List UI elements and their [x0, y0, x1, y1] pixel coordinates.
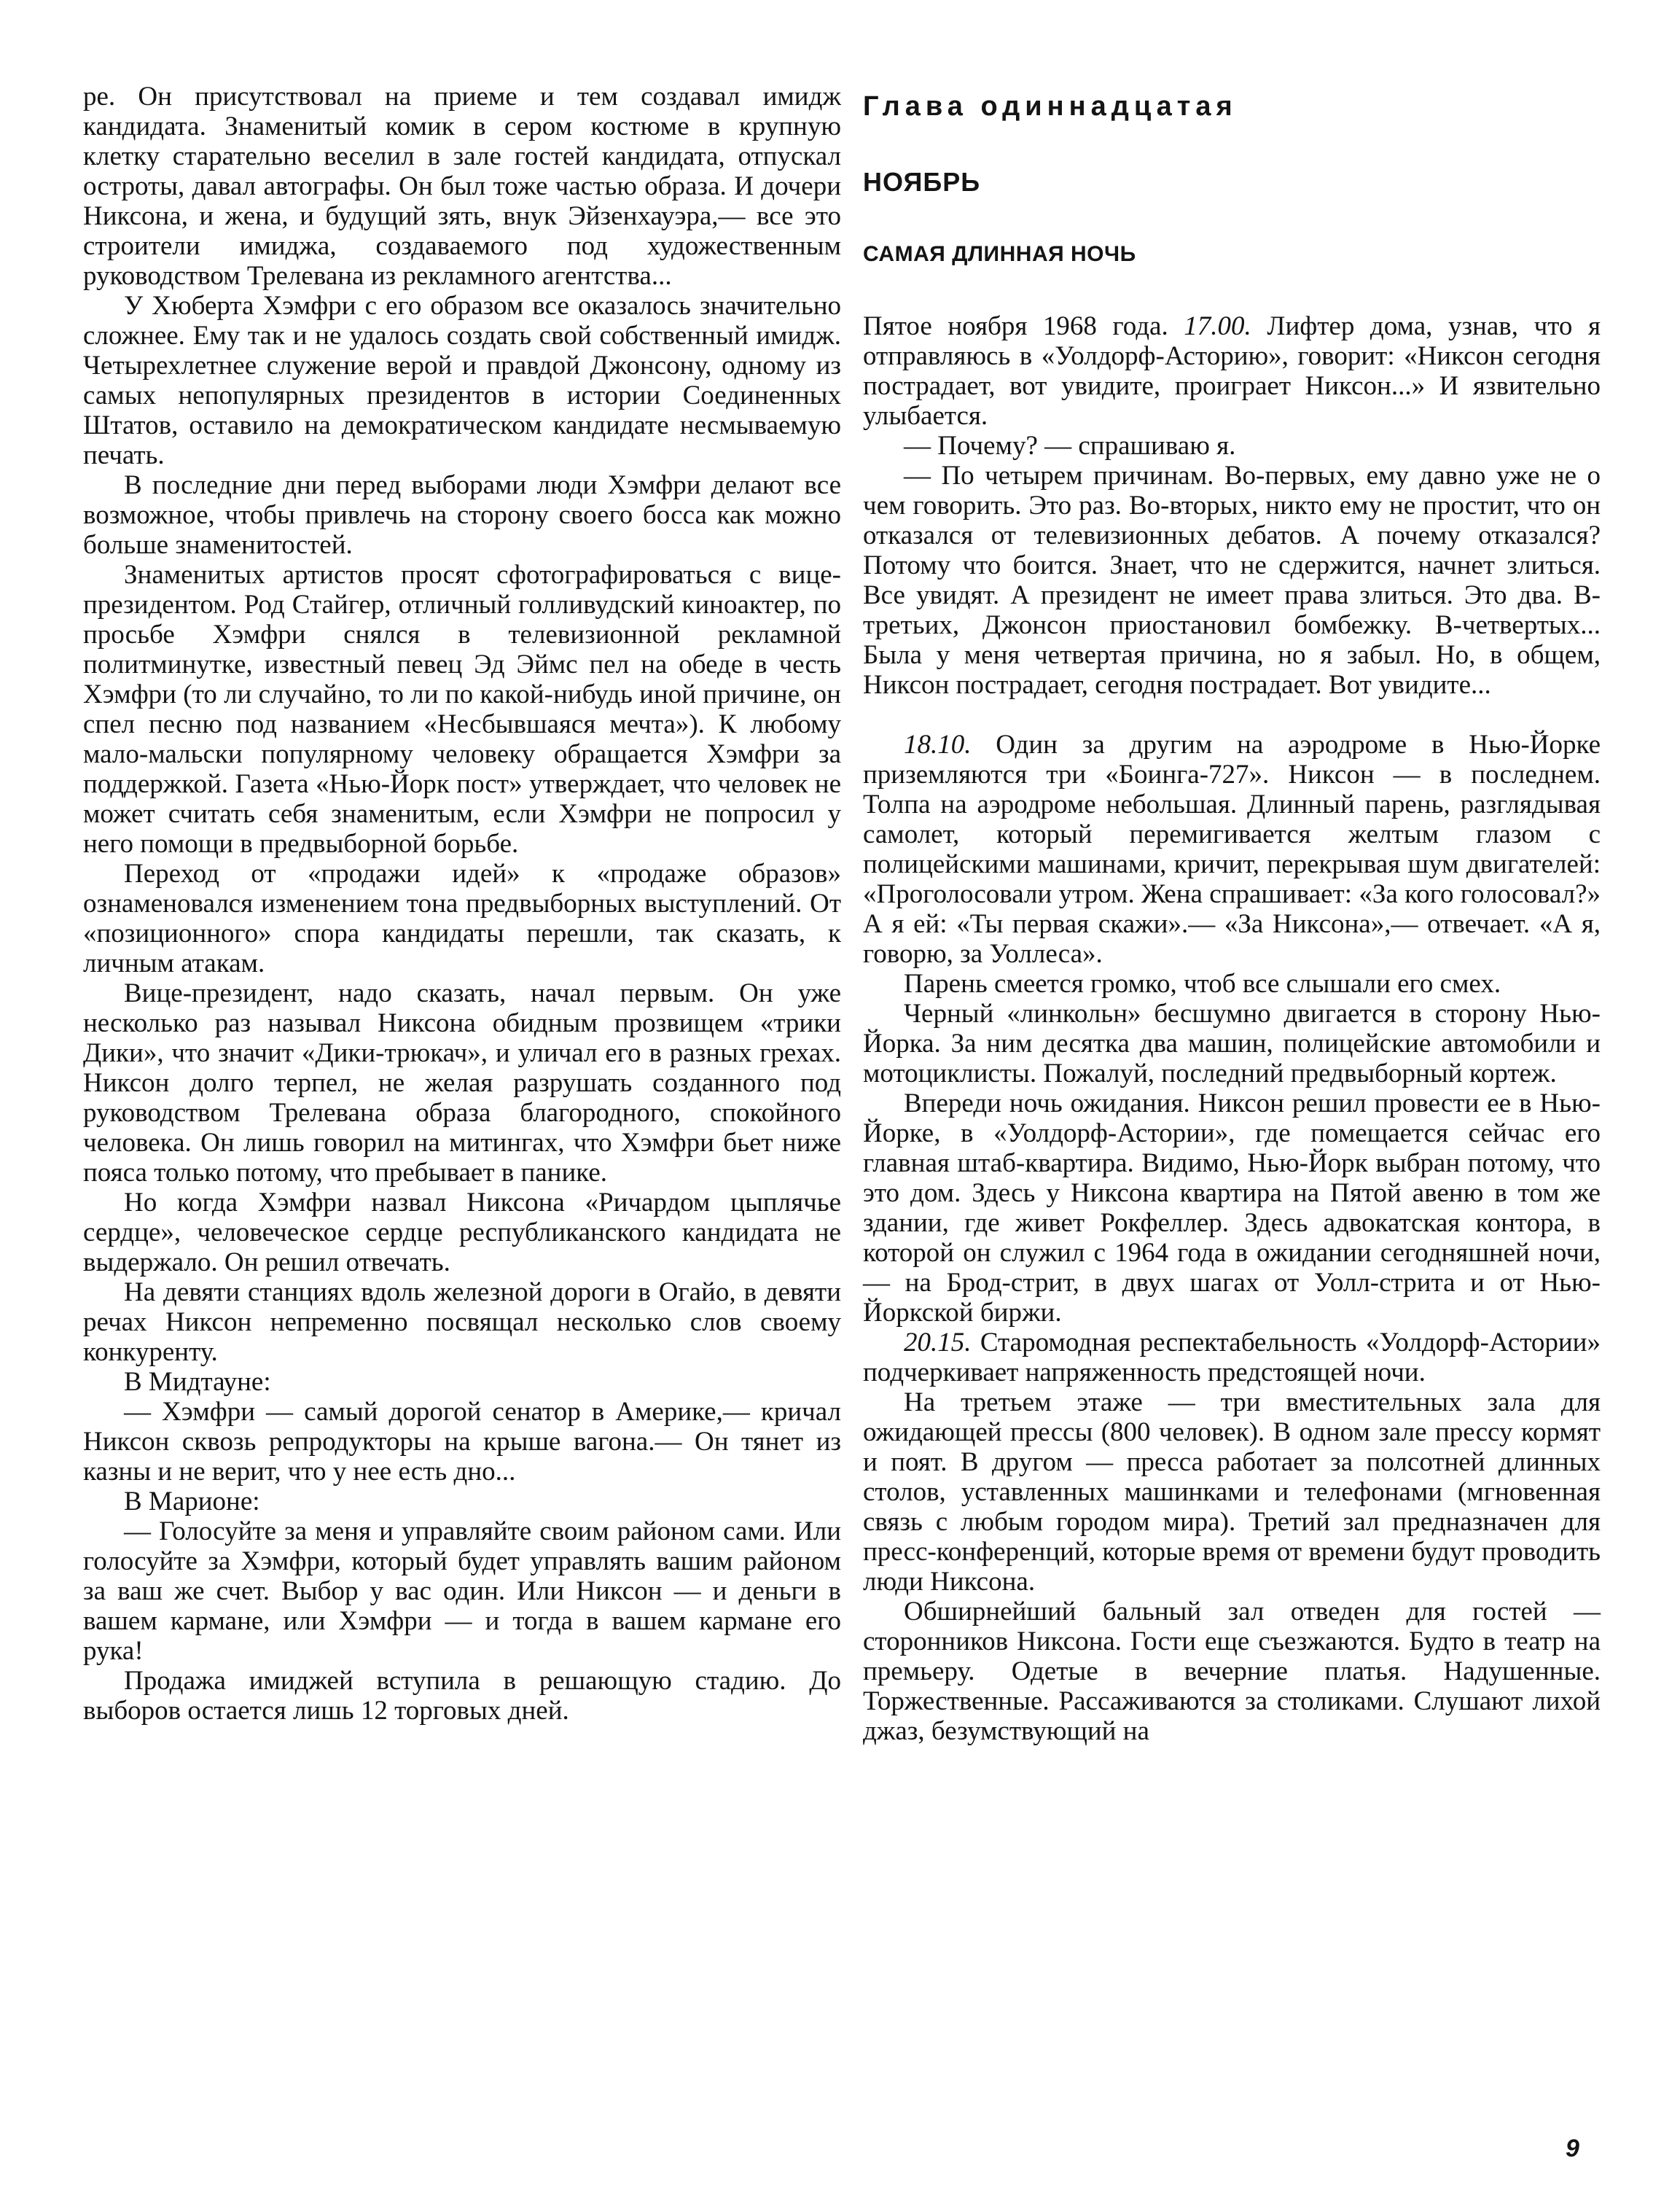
paragraph: На девяти станциях вдоль железной дороги в Огайо, в девяти речах Никсон непременно посвящал несколько слов своему конкуренту.: [83, 1277, 841, 1367]
paragraph: — Хэмфри — самый дорогой сенатор в Америке,— кричал Никсон сквозь репродукторы на крыше вагона.— Он тянет из казны и не верит, что у нее есть дно...: [83, 1397, 841, 1487]
paragraph: Продажа имиджей вступила в решающую стадию. До выборов остается лишь 12 торговых дней.: [83, 1666, 841, 1726]
time-stamp: 20.15.: [904, 1328, 972, 1357]
paragraph: 20.15. Старомодная респектабельность «Уолдорф-Астории» подчеркивает напряженность предстоящей ночи.: [863, 1328, 1601, 1387]
lead-text: Лифтер дома, узнав, что я отправляюсь в «Уолдорф-Асторию», говорит: «Никсон сегодня пострадает, вот увидите, проиграет Никсон...» И язвительно улыбается.: [863, 311, 1601, 431]
left-column: [83, 82, 841, 1726]
paragraph: — По четырем причинам. Во-первых, ему давно уже не о чем говорить. Это раз. Во-вторых, никто ему не простит, что он отказался от телевизионных дебатов. А почему отказался? Потому что боится. Знает, что не сдержится, начнет злиться. Все увидят. А президент не имеет права злиться. Это два. В-третьих, Джонсон приостановил бомбежку. В-четвертых... Была у меня четвертая причина, но я забыл. Но, в общем, Никсон пострадает, сегодня пострадает. Вот увидите...: [863, 461, 1601, 700]
paragraph: Обширнейший бальный зал отведен для гостей — сторонников Никсона. Гости еще съезжаются. Будто в театр на премьеру. Одетые в вечерние платья. Надушенные. Торжественные. Рассаживаются за столиками. Слушают лихой джаз, безумствующий на: [863, 1597, 1601, 1746]
paragraph: Знаменитых артистов просят сфотографироваться с вице-президентом. Род Стайгер, отличный голливудский киноактер, по просьбе Хэмфри снялся в телевизионной рекламной политминутке, известный певец Эд Эймс пел на обеде в честь Хэмфри (то ли случайно, то ли по какой-нибудь иной причине, он спел песню под названием «Несбывшаяся мечта»). К любому мало-мальски популярному человеку обращается Хэмфри за поддержкой. Газета «Нью-Йорк пост» утверждает, что человек не может считать себя знаменитым, если Хэмфри не попросил у него помощи в предвыборной борьбе.: [83, 560, 841, 859]
section-heading: НОЯБРЬ: [863, 167, 981, 197]
paragraph: В Мидтауне:: [124, 1367, 271, 1397]
paragraph: ре. Он присутствовал на приеме и тем создавал имидж кандидата. Знаменитый комик в сером костюме в крупную клетку старательно веселил в зале гостей кандидата, отпускал остроты, давал автографы. Он был тоже частью образа. И дочери Никсона, и жена, и будущий зять, внук Эйзенхауэра,— все это строители имиджа, создаваемого под художественным руководством Трелевана из рекламного агентства...: [83, 82, 841, 291]
chapter-heading: Глава одиннадцатая: [863, 91, 1238, 122]
time-stamp: 17.00.: [1184, 311, 1251, 341]
paragraph: Переход от «продажи идей» к «продаже образов» ознаменовался изменением тона предвыборных выступлений. От «позиционного» спора кандидаты перешли, так сказать, к личным атакам.: [83, 859, 841, 978]
lead-paragraph: [863, 311, 1601, 431]
paragraph: Вице-президент, надо сказать, начал первым. Он уже несколько раз называл Никсона обидным прозвищем «трики Дики», что значит «Дики-трюкач», и уличал его в разных грехах. Никсон долго терпел, не желая разрушать созданного под руководством Трелевана образа благородного, спокойного человека. Он лишь говорил на митингах, что Хэмфри бьет ниже пояса только потому, что пребывает в панике.: [83, 978, 841, 1188]
time-stamp: 18.10.: [904, 730, 972, 760]
paragraph: Парень смеется громко, чтоб все слышали его смех.: [904, 969, 1501, 999]
subsection-heading: САМАЯ ДЛИННАЯ НОЧЬ: [863, 242, 1136, 266]
paragraph: Впереди ночь ожидания. Никсон решил провести ее в Нью-Йорке, в «Уолдорф-Астории», где помещается сейчас его главная штаб-квартира. Видимо, Нью-Йорк выбран потому, что это дом. Здесь у Никсона квартира на Пятой авеню в том же здании, где живет Рокфеллер. Здесь адвокатская контора, в которой он служил с 1964 года в ожидании сегодняшней ночи,— на Брод-стрит, в двух шагах от Уолл-стрита и от Нью-Йоркской биржи.: [863, 1088, 1601, 1328]
paragraph: Черный «линкольн» бесшумно двигается в сторону Нью-Йорка. За ним десятка два машин, полицейские автомобили и мотоциклисты. Пожалуй, последний предвыборный кортеж.: [863, 999, 1601, 1088]
right-column: [863, 82, 1601, 1746]
lead-date: Пятое ноября 1968 года.: [863, 311, 1184, 341]
paragraph: — Голосуйте за меня и управляйте своим районом сами. Или голосуйте за Хэмфри, который будет управлять вашим районом за ваш же счет. Выбор у вас один. Или Никсон — и деньги в вашем кармане, или Хэмфри — и тогда в вашем кармане его рука!: [83, 1516, 841, 1666]
paragraph: У Хюберта Хэмфри с его образом все оказалось значительно сложнее. Ему так и не удалось создать свой собственный имидж. Четырехлетнее служение верой и правдой Джонсону, одному из самых непопулярных президентов в истории Соединенных Штатов, оставило на демократическом кандидате несмываемую печать.: [83, 291, 841, 470]
paragraph: На третьем этаже — три вместительных зала для ожидающей прессы (800 человек). В одном зале прессу кормят и поят. В другом — пресса работает за полсотней длинных столов, уставленных машинками и телефонами (мгновенная связь с любым городом мира). Третий зал предназначен для пресс-конференций, которые время от времени будут проводить люди Никсона.: [863, 1387, 1601, 1597]
paragraph: В последние дни перед выборами люди Хэмфри делают все возможное, чтобы привлечь на сторону своего босса как можно больше знаменитостей.: [83, 470, 841, 560]
page-number: 9: [1566, 2135, 1579, 2162]
paragraph: — Почему? — спрашиваю я.: [904, 431, 1236, 461]
paragraph: 18.10. Один за другим на аэродроме в Нью-Йорке приземляются три «Боинга-727». Никсон — в последнем. Толпа на аэродроме небольшая. Длинный парень, разглядывая самолет, который перемигивается желтым глазом с полицейскими машинами, кричит, перекрывая шум двигателей: «Проголосовали утром. Жена спрашивает: «За кого голосовал?» А я ей: «Ты первая скажи».— «За Никсона»,— отвечает. «А я, говорю, за Уоллеса».: [863, 730, 1601, 969]
paragraph: Но когда Хэмфри назвал Никсона «Ричардом цыплячье сердце», человеческое сердце республиканского кандидата не выдержало. Он решил отвечать.: [83, 1188, 841, 1277]
paragraph: В Марионе:: [124, 1487, 260, 1516]
